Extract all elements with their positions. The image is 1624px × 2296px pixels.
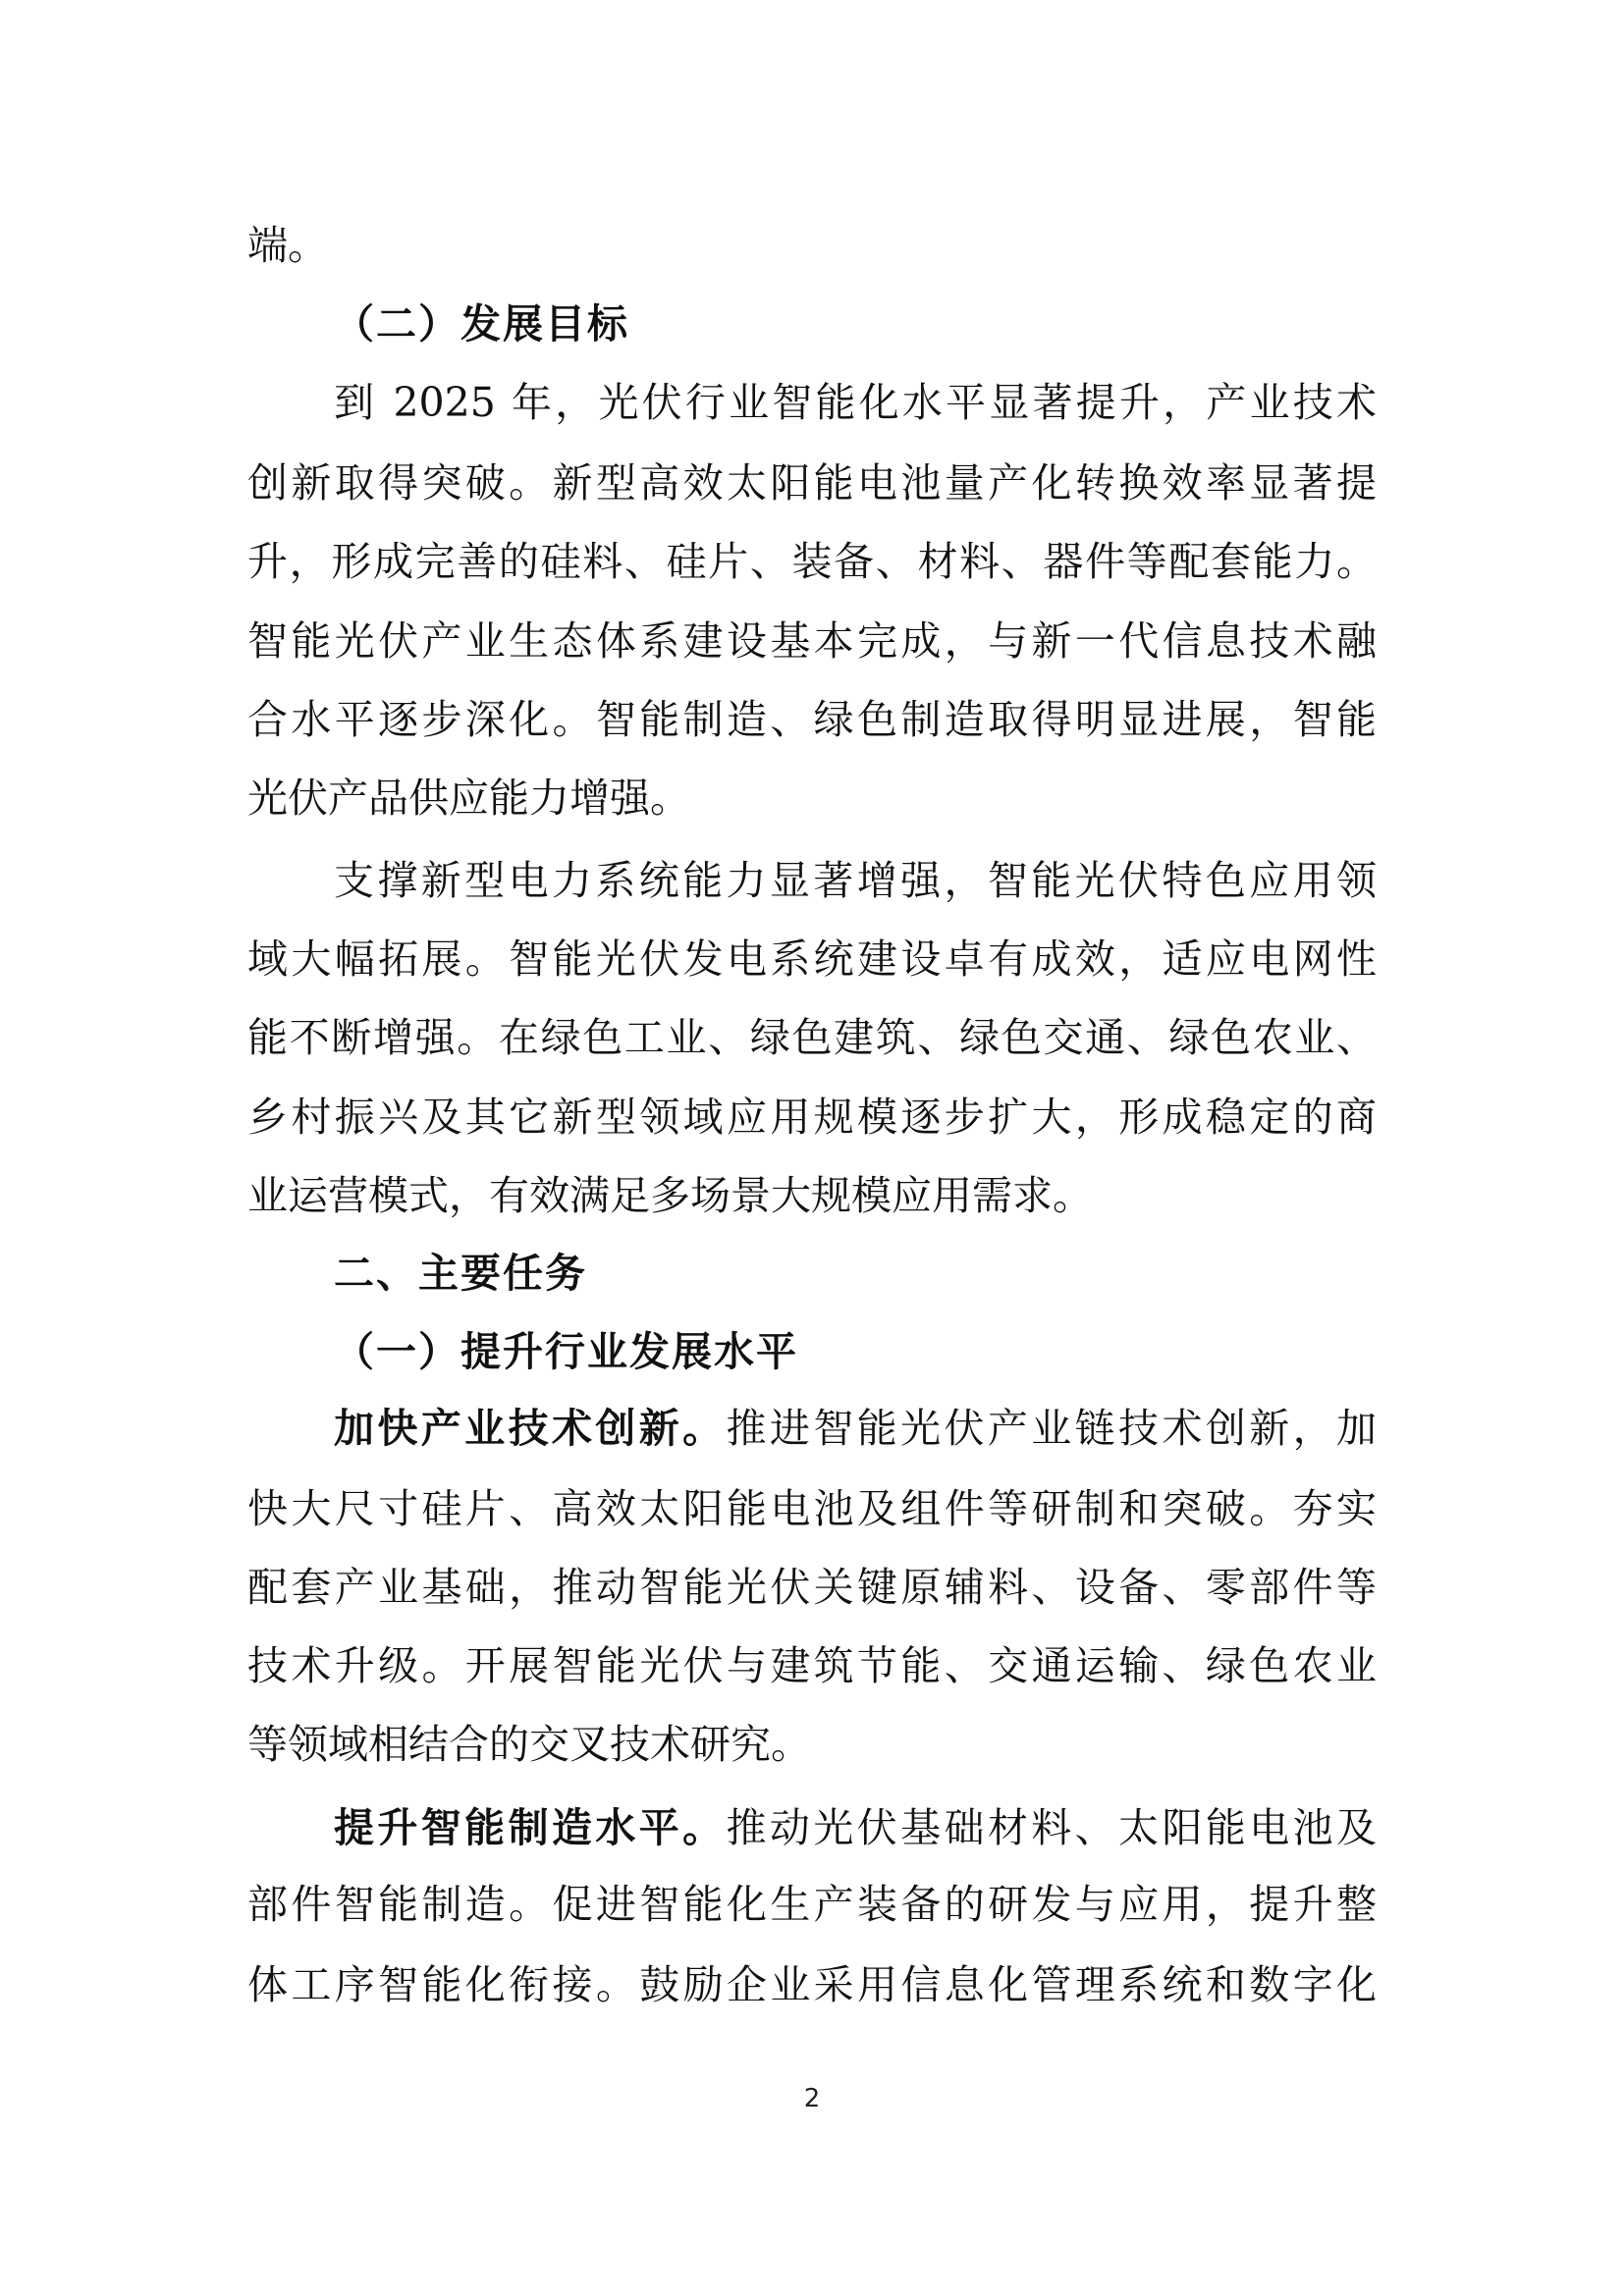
bold-lead-smart-manufacturing: 提升智能制造水平。 [334,1804,727,1851]
paragraph-tech-innovation-line [334,1399,1377,1458]
paragraph-power-system-line: 支撑新型电力系统能力显著增强，智能光伏特色应用领 [334,857,1377,904]
paragraph-goals-line: 到 2025 年，光伏行业智能化水平显著提升，产业技术 [334,379,1377,426]
paragraph-tech-innovation-line: 快大尺寸硅片、高效太阳能电池及组件等研制和突破。夯实 [247,1485,1377,1532]
paragraph-tech-innovation-line: 配套产业基础，推动智能光伏关键原辅料、设备、零部件等 [247,1564,1377,1611]
paragraph-smart-manufacturing-line [334,1798,1377,1857]
paragraph-tech-innovation-line: 等领域相结合的交叉技术研究。 [247,1721,811,1768]
page-number: 2 [803,2084,821,2113]
paragraph-tech-innovation-line: 技术升级。开展智能光伏与建筑节能、交通运输、绿色农业 [247,1642,1377,1689]
paragraph-goals-line: 合水平逐步深化。智能制造、绿色制造取得明显进展，智能 [247,696,1377,743]
section-heading-development-goals: （二）发展目标 [334,300,629,347]
paragraph-text: 推动光伏基础材料、太阳能电池及 [726,1804,1378,1851]
bold-lead-tech-innovation: 加快产业技术创新。 [334,1405,727,1452]
section-heading-main-tasks: 二、主要任务 [334,1250,587,1297]
paragraph-goals-line: 光伏产品供应能力增强。 [247,774,690,822]
paragraph-goals-line: 智能光伏产业生态体系建设基本完成，与新一代信息技术融 [247,617,1377,665]
paragraph-power-system-line: 域大幅拓展。智能光伏发电系统建设卓有成效，适应电网性 [247,935,1377,983]
paragraph-smart-manufacturing-line: 体工序智能化衔接。鼓励企业采用信息化管理系统和数字化 [247,1961,1377,2008]
paragraph-smart-manufacturing-line: 部件智能制造。促进智能化生产装备的研发与应用，提升整 [247,1881,1377,1928]
paragraph-power-system-line: 能不断增强。在绿色工业、绿色建筑、绿色交通、绿色农业、 [247,1014,1377,1061]
paragraph-power-system-line: 业运营模式，有效满足多场景大规模应用需求。 [247,1172,1093,1219]
paragraph-power-system-line: 乡村振兴及其它新型领域应用规模逐步扩大，形成稳定的商 [247,1094,1377,1141]
paragraph-continuation: 端。 [247,222,328,269]
paragraph-goals-line: 升，形成完善的硅料、硅片、装备、材料、器件等配套能力。 [247,538,1377,585]
subsection-heading-industry-level: （一）提升行业发展水平 [334,1328,798,1375]
paragraph-text: 推进智能光伏产业链技术创新，加 [726,1405,1378,1452]
paragraph-goals-line: 创新取得突破。新型高效太阳能电池量产化转换效率显著提 [247,459,1377,507]
